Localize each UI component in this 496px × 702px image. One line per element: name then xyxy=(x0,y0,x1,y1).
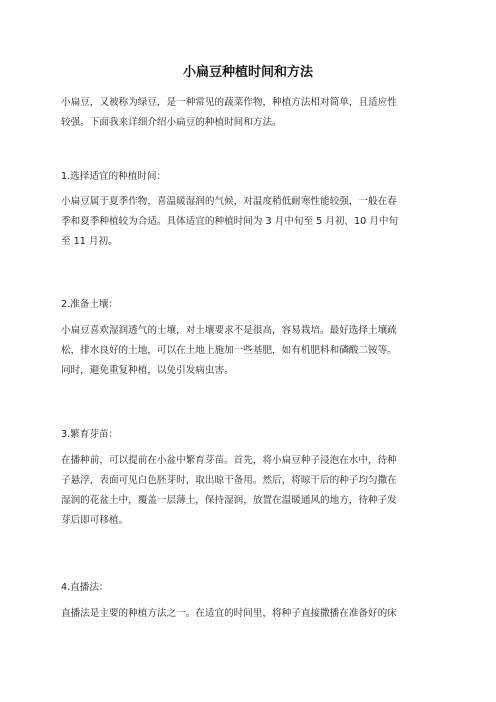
paragraph-line: 芽后即可移植。 xyxy=(61,515,129,526)
section-paragraph-4 xyxy=(61,604,437,624)
paragraph-line: 子悬浮，表面可见白色胚芽时，取出晾干备用。然后，将晾干后的种子均匀撒在 xyxy=(61,475,397,486)
paragraph-line: 小扁豆属于夏季作物，喜温暖湿润的气候，对温度稍低耐寒性能较强，一般在春 xyxy=(61,196,397,207)
paragraph-line: 同时，避免重复种植，以免引发病虫害。 xyxy=(61,365,234,376)
paragraph-line: 季和夏季种植较为合适。具体适宜的种植时间为 3 月中旬至 5 月初、10 月中旬 xyxy=(61,216,399,227)
paragraph-line: 湿润的花盆土中，覆盖一层薄土，保持湿润，放置在温暖通风的地方，待种子发 xyxy=(61,495,397,506)
intro-line: 小扁豆，又被称为绿豆，是一种常见的蔬菜作物，种植方法相对简单，且适应性 xyxy=(61,97,397,108)
paragraph-line: 松，排水良好的土地，可以在土地上施加一些基肥，如有机肥料和磷酸二铵等。 xyxy=(61,345,397,356)
paragraph-line: 在播种前，可以提前在小盆中繁育芽苗。首先，将小扁豆种子浸泡在水中，待种 xyxy=(61,455,397,466)
section-heading-1: 1.选择适宜的种植时间： xyxy=(61,171,167,182)
section-paragraph-1 xyxy=(61,192,437,252)
paragraph-line: 小扁豆喜欢湿润透气的土壤，对土壤要求不是很高，容易栽培。最好选择土壤疏 xyxy=(61,325,397,336)
section-heading-4: 4.直播法： xyxy=(61,582,109,593)
section-paragraph-3 xyxy=(61,451,437,531)
section-heading-3: 3.繁育芽苗： xyxy=(61,429,119,440)
section-paragraph-2 xyxy=(61,321,437,381)
paragraph-line: 至 11 月初。 xyxy=(61,236,118,247)
intro-paragraph xyxy=(61,93,437,133)
intro-line: 较强。下面我来详细介绍小扁豆的种植时间和方法。 xyxy=(61,117,282,128)
document-title: 小扁豆种植时间和方法 xyxy=(182,65,313,80)
section-heading-2: 2.准备土壤： xyxy=(61,299,119,310)
paragraph-line: 直播法是主要的种植方法之一。在适宜的时间里，将种子直接撒播在准备好的床 xyxy=(61,608,397,619)
